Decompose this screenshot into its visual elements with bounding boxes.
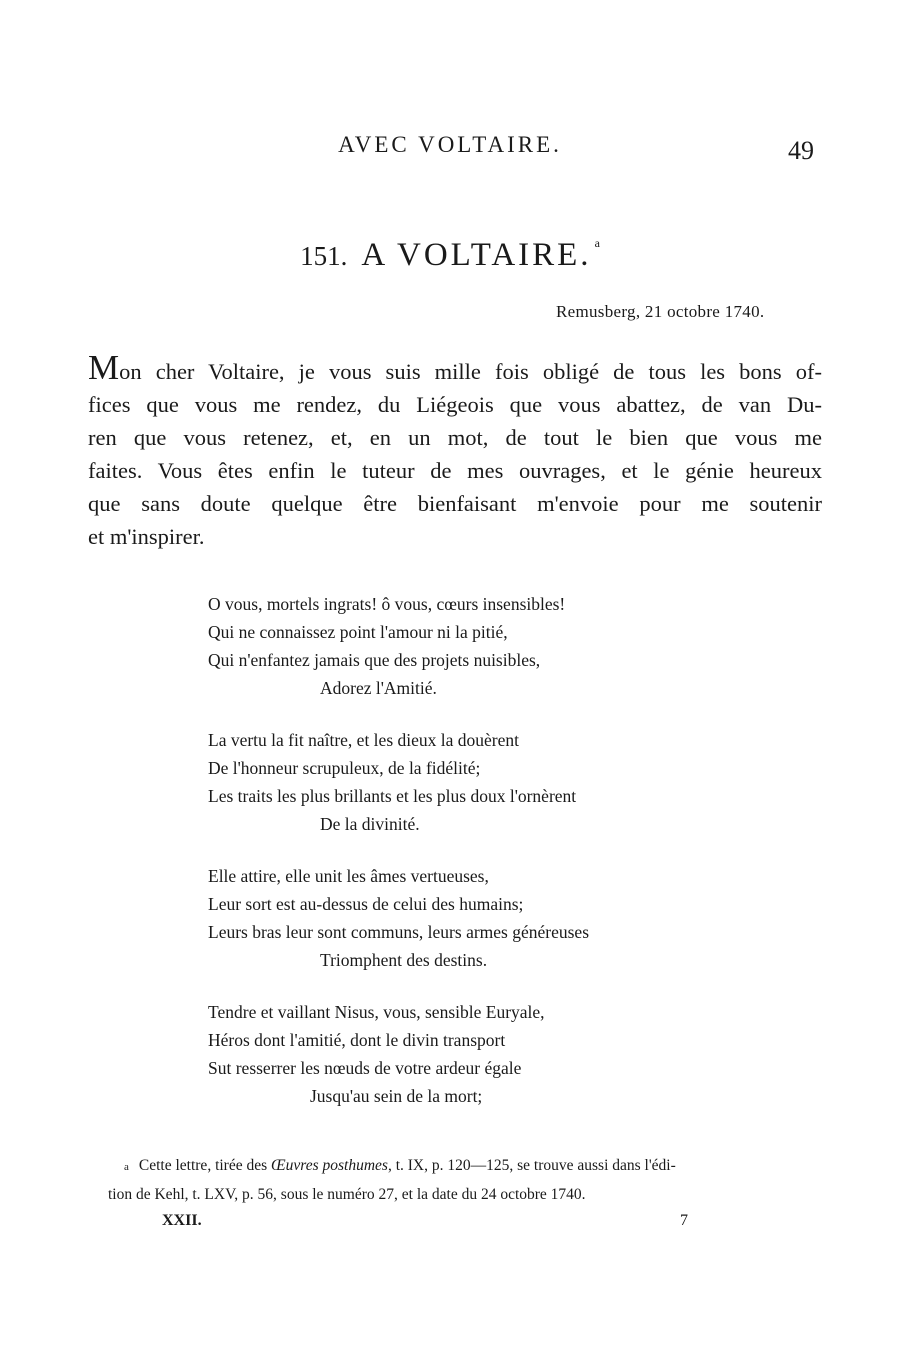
body-line-text: on cher Voltaire, je vous suis mille fois obligé de tous les bons of- (119, 359, 822, 384)
letter-title-text: A VOLTAIRE. (361, 237, 592, 273)
sheet-number: 7 (680, 1212, 688, 1229)
footnote-line (108, 1152, 830, 1181)
verse-line: Qui n'enfantez jamais que des projets nuisibles, (208, 650, 541, 670)
verse-line: Qui ne connaissez point l'amour ni la pitié, (208, 622, 508, 642)
footnote-work-title: Œuvres posthumes (271, 1157, 388, 1174)
poem (208, 590, 589, 1134)
verse-line: La vertu la fit naître, et les dieux la douèrent (208, 730, 519, 750)
verse-line: Les traits les plus brillants et les plus doux l'ornèrent (208, 786, 577, 806)
footnote-text: , t. IX, p. 120—125, se trouve aussi dans l'édi- (387, 1157, 676, 1174)
letter-number: 151. (300, 241, 348, 271)
verse-line: Sut resserrer les nœuds de votre ardeur égale (208, 1058, 522, 1078)
page-number: 49 (788, 136, 814, 165)
verse-line: Triomphent des destins. (320, 950, 488, 970)
footnote-line: tion de Kehl, t. LXV, p. 56, sous le numéro 27, et la date du 24 octobre 1740. (108, 1186, 586, 1203)
verse-line: Héros dont l'amitié, dont le divin transport (208, 1030, 506, 1050)
stanza (208, 590, 589, 702)
drop-initial: M (88, 348, 120, 387)
body-line (88, 350, 822, 388)
verse-line: O vous, mortels ingrats! ô vous, cœurs insensibles! (208, 594, 566, 614)
body-line: et m'inspirer. (88, 524, 205, 549)
stanza (208, 998, 589, 1110)
footnote (108, 1152, 830, 1208)
verse-line: Adorez l'Amitié. (320, 678, 437, 698)
body-line: faites. Vous êtes enfin le tuteur de mes ouvrages, et le génie heureux (88, 458, 822, 483)
verse-line: Leur sort est au-dessus de celui des humains; (208, 894, 524, 914)
letter-body (88, 350, 822, 553)
body-line: ren que vous retenez, et, en un mot, de tout le bien que vous me (88, 425, 822, 450)
stanza (208, 862, 589, 974)
verse-line: Leurs bras leur sont communs, leurs armes généreuses (208, 922, 590, 942)
letter-title (0, 236, 900, 274)
verse-line: De l'honneur scrupuleux, de la fidélité; (208, 758, 481, 778)
footnote-marker: a (124, 1161, 129, 1173)
body-line: fices que vous me rendez, du Liégeois que vous abattez, de van Du- (88, 392, 822, 417)
verse-line: Tendre et vaillant Nisus, vous, sensible Euryale, (208, 1002, 545, 1022)
verse-line: De la divinité. (320, 814, 420, 834)
footnote-reference[interactable]: a (594, 236, 600, 250)
verse-line: Jusqu'au sein de la mort; (310, 1086, 483, 1106)
signature-mark: XXII. (162, 1212, 202, 1229)
dateline: Remusberg, 21 octobre 1740. (556, 302, 765, 321)
body-line: que sans doute quelque être bienfaisant m'envoie pour me soutenir (88, 491, 822, 516)
stanza (208, 726, 589, 838)
footnote-text: Cette lettre, tirée des (138, 1157, 272, 1174)
verse-line: Elle attire, elle unit les âmes vertueuses, (208, 866, 489, 886)
running-head: AVEC VOLTAIRE. (338, 132, 562, 157)
